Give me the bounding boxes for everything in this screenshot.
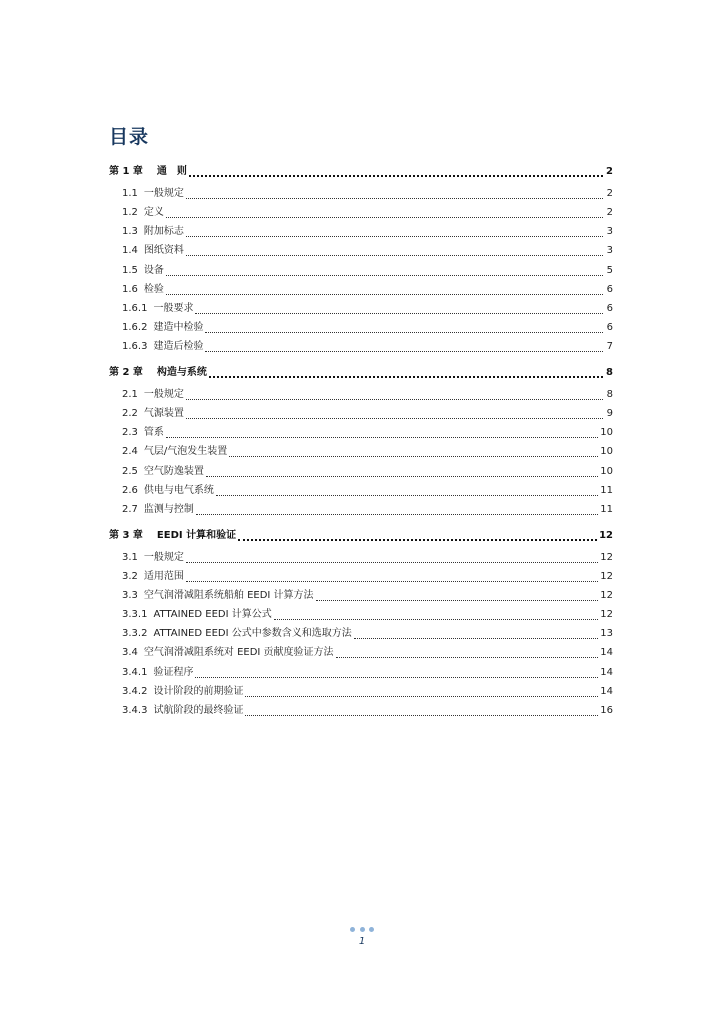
toc-entry-text: 附加标志: [143, 226, 184, 237]
toc-chapter-entry[interactable]: [109, 164, 613, 180]
toc-dot-leader: [245, 714, 598, 716]
toc-entry-number: 1.6.2: [122, 322, 148, 333]
toc-dot-leader: [166, 436, 598, 438]
toc-entry-label: [122, 607, 273, 623]
toc-section-entry[interactable]: [122, 483, 613, 499]
toc-entry-text: 一般规定: [143, 552, 184, 563]
toc-section-entry[interactable]: [122, 186, 613, 202]
toc-entry-label: [122, 263, 165, 279]
toc-entry-page-number: 12: [600, 609, 613, 620]
toc-entry-text: 供电与电气系统: [143, 485, 214, 496]
toc-dot-leader: [166, 293, 603, 295]
toc-entry-text: 空气润滑减阻系统对 EEDI 贡献度验证方法: [143, 647, 334, 658]
toc-entry-number: 3.3: [122, 590, 138, 601]
toc-entry-text: 一般要求: [153, 303, 194, 314]
toc-entry-page-number: 8: [606, 389, 613, 400]
toc-entry-page-number: 10: [600, 427, 613, 438]
toc-entry-text: EEDI 计算和验证: [156, 530, 237, 541]
toc-dot-leader: [206, 475, 598, 477]
toc-section-entry[interactable]: [122, 588, 613, 604]
toc-section-entry[interactable]: [122, 569, 613, 585]
toc-entry-page-number: 13: [600, 628, 613, 639]
toc-entry-label: [109, 164, 188, 180]
toc-dot-leader: [274, 618, 599, 620]
toc-entry-number: 1.6.3: [122, 341, 148, 352]
toc-section-entry[interactable]: [122, 607, 613, 623]
toc-entry-page-number: 11: [600, 504, 613, 515]
toc-entry-label: [122, 703, 244, 719]
toc-section-entry[interactable]: [122, 550, 613, 566]
toc-entry-number: 3.2: [122, 571, 138, 582]
toc-entry-number: 1.5: [122, 265, 138, 276]
toc-section-entry[interactable]: [122, 339, 613, 355]
toc-entry-page-number: 8: [606, 367, 613, 378]
toc-dot-leader: [195, 676, 598, 678]
toc-entry-page-number: 2: [606, 188, 613, 199]
toc-section-entry[interactable]: [122, 425, 613, 441]
toc-entry-number: 第 1 章: [109, 166, 143, 177]
toc-entry-label: [122, 502, 195, 518]
toc-dot-leader: [245, 695, 598, 697]
toc-entry-number: 2.2: [122, 408, 138, 419]
toc-dot-leader: [186, 561, 598, 563]
toc-entry-label: [122, 483, 215, 499]
toc-entry-text: 图纸资料: [143, 245, 184, 256]
toc-entry-text: 空气防逸装置: [143, 466, 204, 477]
toc-dot-leader: [316, 599, 599, 601]
toc-entry-label: [122, 665, 194, 681]
toc-entry-page-number: 7: [606, 341, 613, 352]
toc-entry-label: [122, 282, 165, 298]
dot-icon: [369, 927, 374, 932]
toc-entry-text: 验证程序: [153, 667, 194, 678]
toc-entry-label: [122, 444, 228, 460]
toc-entry-label: [122, 186, 185, 202]
toc-entry-text: 设备: [143, 265, 164, 276]
toc-dot-leader: [186, 398, 603, 400]
toc-section-entry[interactable]: [122, 224, 613, 240]
toc-entry-label: [122, 406, 185, 422]
toc-entry-text: 气层/气泡发生装置: [143, 446, 228, 457]
toc-entry-page-number: 6: [606, 284, 613, 295]
toc-section-entry[interactable]: [122, 626, 613, 642]
toc-entry-label: [122, 425, 165, 441]
toc-entry-text: 一般规定: [143, 188, 184, 199]
toc-section-entry[interactable]: [122, 282, 613, 298]
toc-entry-text: 空气润滑减阻系统船舶 EEDI 计算方法: [143, 590, 314, 601]
toc-section-entry[interactable]: [122, 464, 613, 480]
toc-dot-leader: [166, 274, 603, 276]
toc-chapter-entry[interactable]: [109, 528, 613, 544]
toc-entry-number: 第 3 章: [109, 530, 143, 541]
toc-entry-number: 1.3: [122, 226, 138, 237]
toc-entry-page-number: 6: [606, 322, 613, 333]
toc-entry-number: 2.3: [122, 427, 138, 438]
dot-icon: [350, 927, 355, 932]
toc-section-entry[interactable]: [122, 320, 613, 336]
toc-entry-page-number: 14: [600, 686, 613, 697]
toc-dot-leader: [186, 580, 598, 582]
toc-dot-leader: [205, 350, 603, 352]
toc-entry-text: 监测与控制: [143, 504, 194, 515]
toc-title: 目录: [109, 126, 150, 148]
footer-dots-decoration: [350, 927, 374, 935]
toc-entry-page-number: 12: [600, 590, 613, 601]
toc-entry-label: [122, 205, 165, 221]
toc-entry-label: [109, 528, 237, 544]
toc-entry-number: 3.3.1: [122, 609, 148, 620]
toc-entry-page-number: 2: [606, 207, 613, 218]
toc-entry-number: 3.4.1: [122, 667, 148, 678]
toc-section-entry[interactable]: [122, 205, 613, 221]
toc-entry-number: 3.4: [122, 647, 138, 658]
toc-entry-label: [122, 224, 185, 240]
toc-entry-text: 定义: [143, 207, 164, 218]
toc-entry-number: 3.1: [122, 552, 138, 563]
toc-dot-leader: [186, 235, 603, 237]
toc-entry-page-number: 14: [600, 667, 613, 678]
toc-section-entry[interactable]: [122, 301, 613, 317]
toc-entry-page-number: 12: [600, 571, 613, 582]
toc-section-entry[interactable]: [122, 645, 613, 661]
toc-entry-number: 2.5: [122, 466, 138, 477]
toc-entry-number: 2.6: [122, 485, 138, 496]
toc-entry-text: ATTAINED EEDI 计算公式: [153, 609, 272, 620]
toc-section-entry[interactable]: [122, 502, 613, 518]
toc-entry-number: 1.4: [122, 245, 138, 256]
toc-entry-text: 建造后检验: [153, 341, 204, 352]
toc-entry-text: 设计阶段的前期验证: [153, 686, 244, 697]
toc-entry-label: [122, 684, 244, 700]
toc-entry-page-number: 3: [606, 226, 613, 237]
toc-entry-label: [122, 569, 185, 585]
toc-dot-leader: [186, 197, 603, 199]
toc-entry-page-number: 9: [606, 408, 613, 419]
toc-entry-label: [122, 550, 185, 566]
toc-entry-label: [109, 365, 208, 381]
toc-entry-number: 2.4: [122, 446, 138, 457]
toc-dot-leader: [209, 375, 603, 378]
toc-entry-label: [122, 339, 204, 355]
toc-entry-text: 检验: [143, 284, 164, 295]
toc-dot-leader: [186, 254, 603, 256]
toc-entry-page-number: 2: [606, 166, 613, 177]
toc-entry-text: 管系: [143, 427, 164, 438]
toc-entry-number: 1.6: [122, 284, 138, 295]
toc-dot-leader: [336, 656, 599, 658]
toc-section-entry[interactable]: [122, 243, 613, 259]
toc-section-entry[interactable]: [122, 444, 613, 460]
toc-entry-label: [122, 626, 353, 642]
toc-section-entry[interactable]: [122, 387, 613, 403]
toc-entry-number: 2.1: [122, 389, 138, 400]
toc-entry-number: 1.2: [122, 207, 138, 218]
toc-section-entry[interactable]: [122, 684, 613, 700]
toc-entry-label: [122, 301, 194, 317]
toc-entry-label: [122, 387, 185, 403]
toc-entry-page-number: 10: [600, 446, 613, 457]
toc-entry-text: 一般规定: [143, 389, 184, 400]
toc-dot-leader: [229, 455, 598, 457]
toc-dot-leader: [186, 417, 603, 419]
toc-dot-leader: [195, 312, 603, 314]
toc-section-entry[interactable]: [122, 665, 613, 681]
toc-entry-number: 1.6.1: [122, 303, 148, 314]
toc-entry-label: [122, 645, 335, 661]
toc-dot-leader: [238, 538, 597, 541]
toc-dot-leader: [166, 216, 603, 218]
toc-entry-page-number: 12: [599, 530, 613, 541]
toc-entry-text: 建造中检验: [153, 322, 204, 333]
toc-entry-page-number: 10: [600, 466, 613, 477]
toc-entry-label: [122, 243, 185, 259]
toc-dot-leader: [216, 494, 598, 496]
toc-entry-number: 2.7: [122, 504, 138, 515]
toc-entry-number: 第 2 章: [109, 367, 143, 378]
toc-entry-label: [122, 320, 204, 336]
toc-entry-label: [122, 464, 205, 480]
toc-section-entry[interactable]: [122, 703, 613, 719]
toc-entry-text: 通 则: [156, 166, 187, 177]
toc-dot-leader: [354, 637, 599, 639]
toc-entry-text: 气源装置: [143, 408, 184, 419]
toc-entry-page-number: 3: [606, 245, 613, 256]
toc-entry-text: 构造与系统: [156, 367, 207, 378]
toc-dot-leader: [189, 174, 603, 177]
toc-section-entry[interactable]: [122, 406, 613, 422]
toc-entry-page-number: 12: [600, 552, 613, 563]
toc-chapter-entry[interactable]: [109, 365, 613, 381]
toc-entry-number: 3.4.2: [122, 686, 148, 697]
toc-entry-page-number: 14: [600, 647, 613, 658]
toc-entry-text: 适用范围: [143, 571, 184, 582]
toc-entry-text: ATTAINED EEDI 公式中参数含义和选取方法: [153, 628, 352, 639]
toc-entry-number: 1.1: [122, 188, 138, 199]
toc-dot-leader: [196, 513, 598, 515]
toc-entry-number: 3.3.2: [122, 628, 148, 639]
footer-page-number: 1: [358, 936, 366, 947]
toc-entry-page-number: 16: [600, 705, 613, 716]
toc-section-entry[interactable]: [122, 263, 613, 279]
toc-entry-text: 试航阶段的最终验证: [153, 705, 244, 716]
toc-entry-page-number: 11: [600, 485, 613, 496]
toc-entry-label: [122, 588, 315, 604]
toc-entry-number: 3.4.3: [122, 705, 148, 716]
dot-icon: [360, 927, 365, 932]
toc-dot-leader: [205, 331, 603, 333]
toc-entry-page-number: 5: [606, 265, 613, 276]
toc-entry-page-number: 6: [606, 303, 613, 314]
